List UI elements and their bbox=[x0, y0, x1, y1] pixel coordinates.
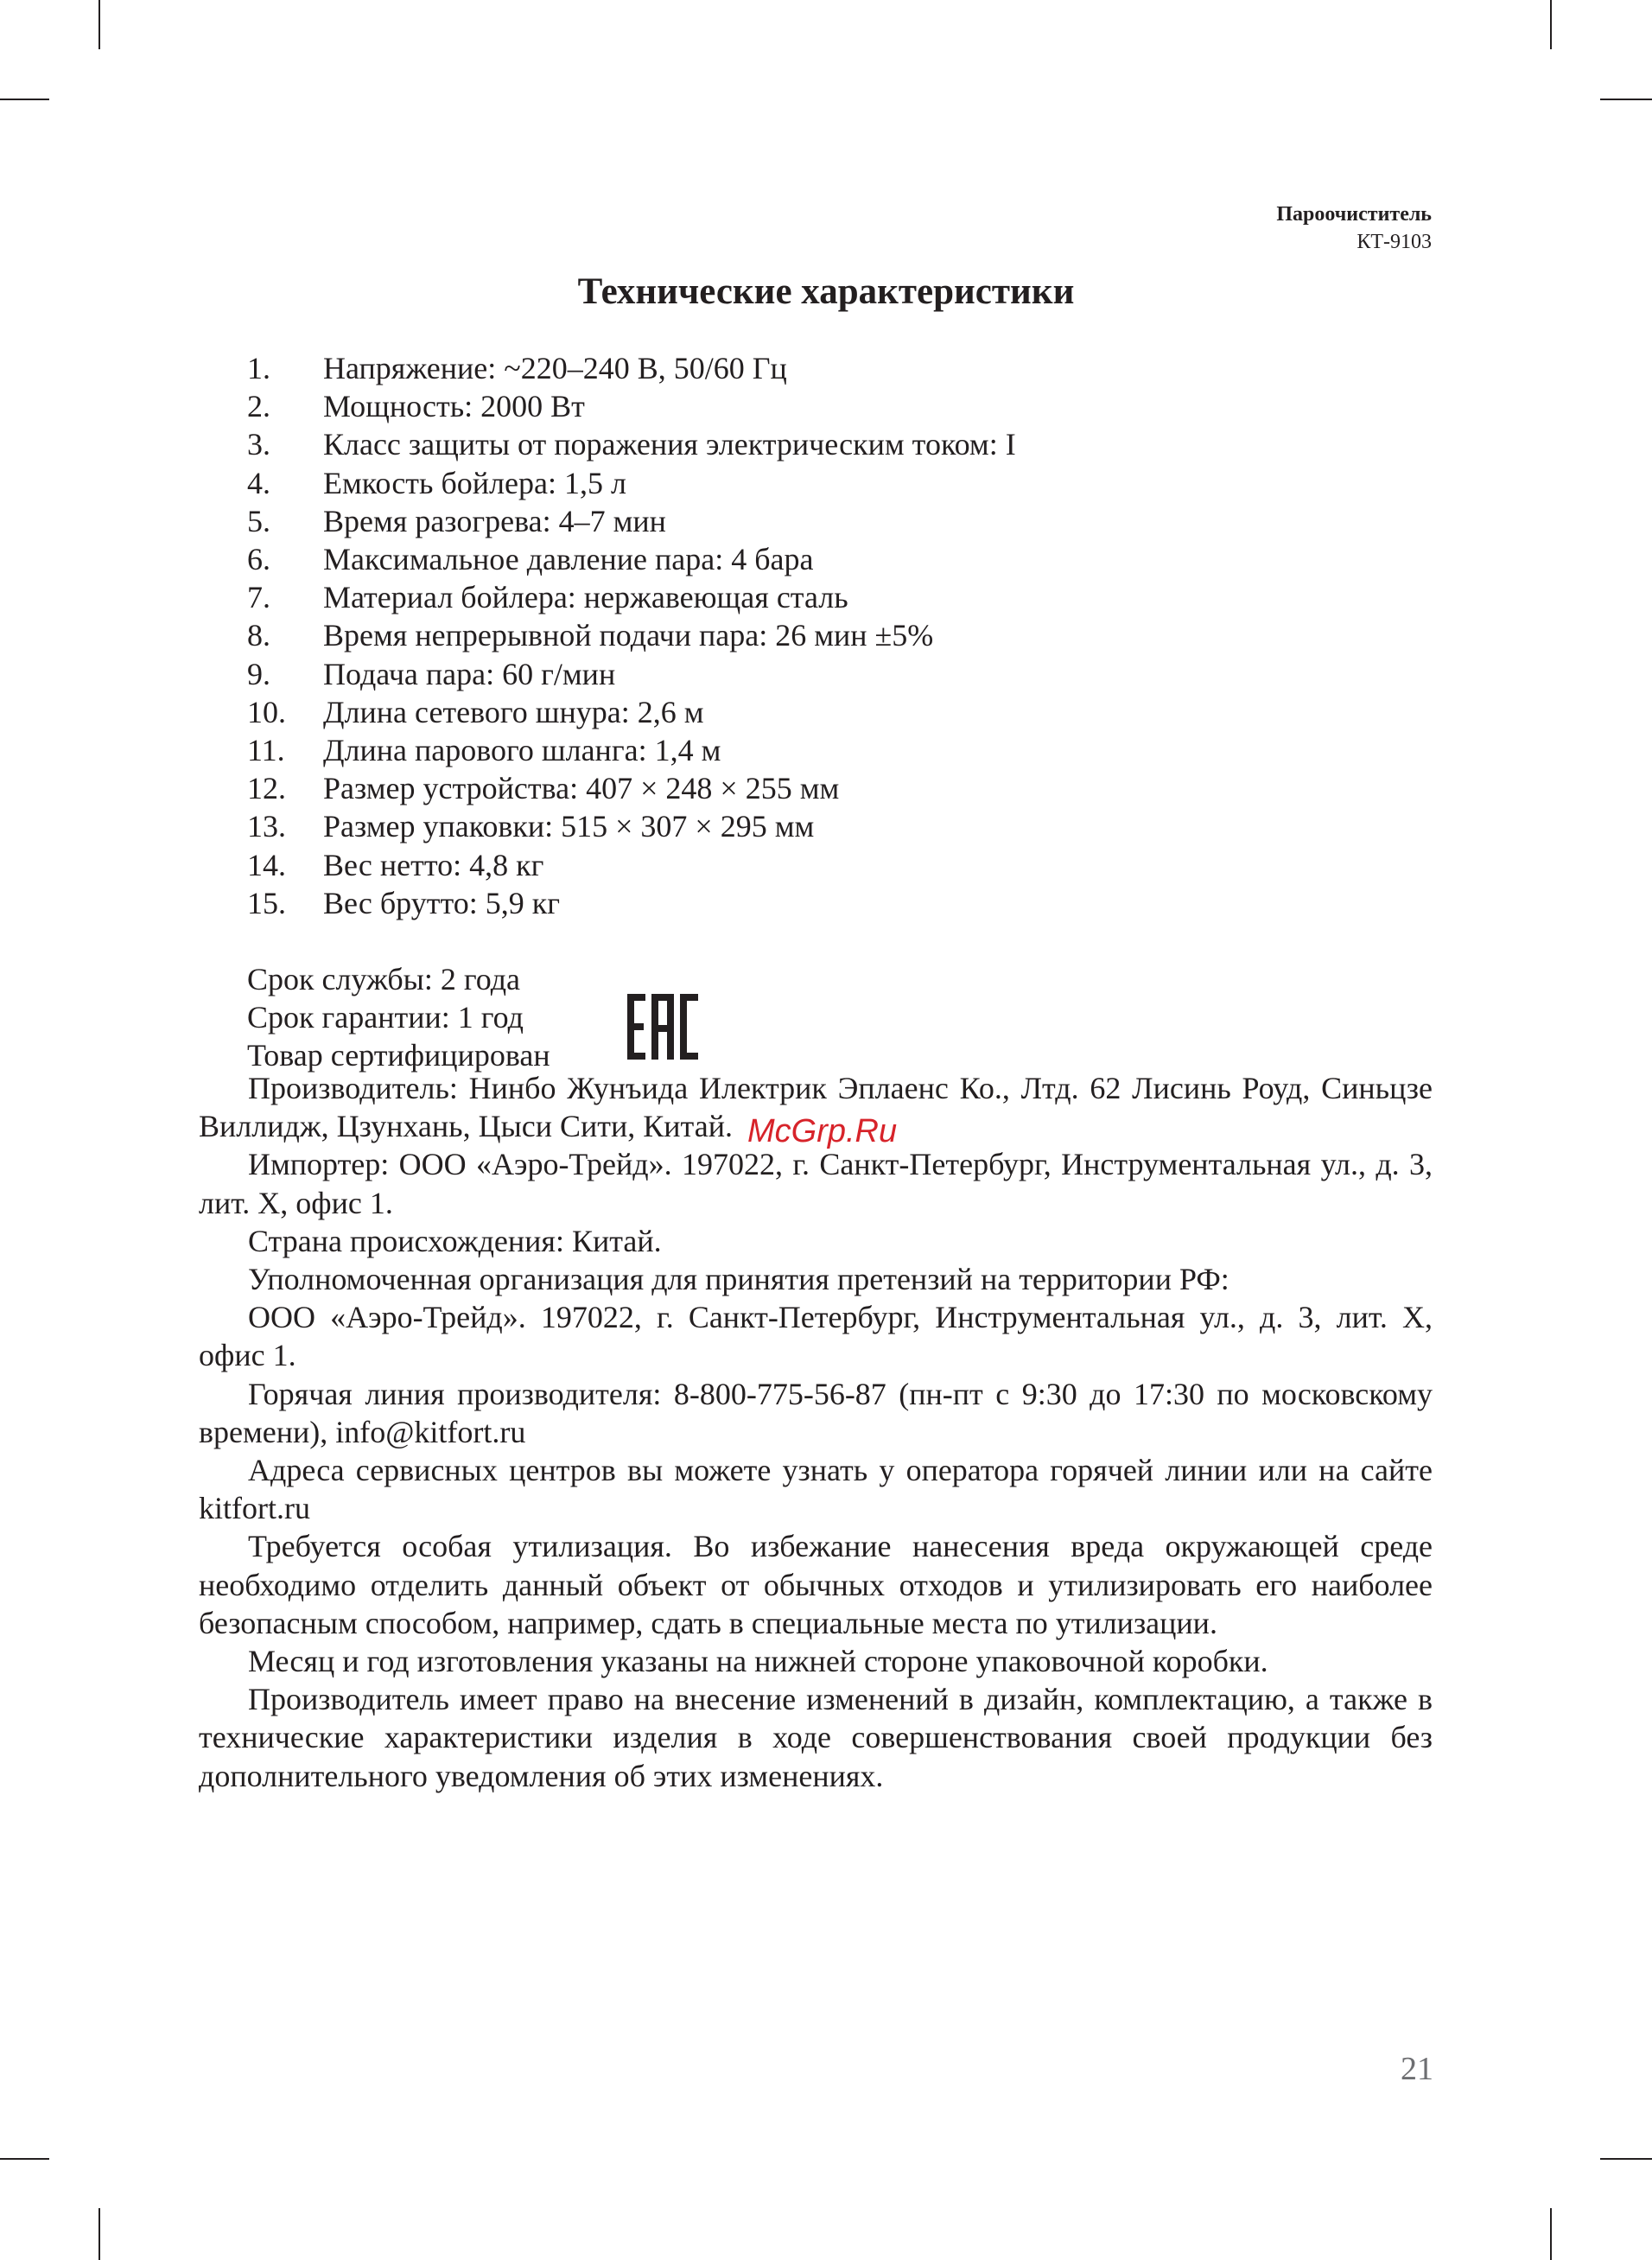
crop-mark bbox=[0, 99, 49, 100]
spec-number: 12. bbox=[247, 771, 286, 806]
spec-number: 5. bbox=[247, 503, 270, 538]
crop-mark bbox=[1550, 2208, 1552, 2260]
hotline-paragraph: Горячая линия производителя: 8-800-775-56-87 (пн-пт с 9:30 до 17:30 по московскому времени), info@kitfort.ru bbox=[199, 1376, 1433, 1449]
changes-notice-paragraph: Производитель имеет право на внесение изменений в дизайн, комплектацию, а также в технические характеристики изделия в ходе совершенствования своей продукции без дополнительного уведомления об этих изменениях. bbox=[199, 1682, 1433, 1793]
body-text bbox=[199, 1069, 1433, 1795]
spec-number: 7. bbox=[247, 580, 270, 615]
spec-text: Длина парового шланга: 1,4 м bbox=[323, 733, 721, 768]
crop-mark bbox=[98, 2208, 100, 2260]
spec-item bbox=[247, 464, 1016, 502]
spec-item bbox=[247, 387, 1016, 425]
crop-mark bbox=[0, 2158, 49, 2160]
specs-list bbox=[247, 349, 1016, 922]
spec-item bbox=[247, 540, 1016, 578]
spec-item bbox=[247, 655, 1016, 693]
manufacturer-paragraph: Производитель: Нинбо Жунъида Илектрик Эплаенс Ко., Лтд. 62 Лисинь Роуд, Синьцзе Виллидж, Цзунхань, Цыси Сити, Китай. bbox=[199, 1071, 1433, 1144]
spec-item bbox=[247, 807, 1016, 845]
spec-text: Длина сетевого шнура: 2,6 м bbox=[323, 694, 704, 729]
spec-text: Время непрерывной подачи пара: 26 мин ±5% bbox=[323, 618, 934, 653]
spec-text: Подача пара: 60 г/мин bbox=[323, 656, 616, 691]
importer-paragraph: Импортер: ООО «Аэро-Трейд». 197022, г. Санкт-Петербург, Инструментальная ул., д. 3, лит. Х, офис 1. bbox=[199, 1147, 1433, 1220]
spec-text: Мощность: 2000 Вт bbox=[323, 389, 585, 424]
spec-number: 8. bbox=[247, 618, 270, 653]
spec-text: Вес нетто: 4,8 кг bbox=[323, 847, 544, 882]
certified: Товар сертифицирован bbox=[247, 1038, 550, 1073]
header-product: Пароочиститель bbox=[1276, 203, 1432, 226]
spec-text: Емкость бойлера: 1,5 л bbox=[323, 465, 626, 500]
spec-item bbox=[247, 769, 1016, 807]
header-model: КТ-9103 bbox=[1357, 231, 1432, 253]
warranty: Срок гарантии: 1 год bbox=[247, 1000, 524, 1035]
spec-text: Размер устройства: 407 × 248 × 255 мм bbox=[323, 771, 840, 806]
spec-number: 10. bbox=[247, 694, 286, 729]
spec-number: 15. bbox=[247, 885, 286, 920]
spec-item bbox=[247, 846, 1016, 884]
spec-item bbox=[247, 731, 1016, 769]
spec-number: 11. bbox=[247, 733, 285, 768]
spec-text: Максимальное давление пара: 4 бара bbox=[323, 542, 814, 577]
crop-mark bbox=[1600, 2158, 1652, 2160]
spec-text: Вес брутто: 5,9 кг bbox=[323, 885, 560, 920]
spec-item bbox=[247, 884, 1016, 922]
spec-number: 1. bbox=[247, 351, 270, 385]
claims-org-paragraph: ООО «Аэро-Трейд». 197022, г. Санкт-Петербург, Инструментальная ул., д. 3, лит. Х, офис 1. bbox=[199, 1300, 1433, 1373]
spec-text: Класс защиты от поражения электрическим током: I bbox=[323, 427, 1016, 462]
spec-number: 4. bbox=[247, 465, 270, 500]
disposal-paragraph: Требуется особая утилизация. Во избежание нанесения вреда окружающей среде необходимо отделить данный объект от обычных отходов и утилизировать его наиболее безопасным способом, например, сдать в специальные места по утилизации. bbox=[199, 1529, 1433, 1640]
claims-org-heading: Уполномоченная организация для принятия претензий на территории РФ: bbox=[248, 1262, 1229, 1297]
page-number: 21 bbox=[1401, 2051, 1433, 2087]
service-centers-paragraph: Адреса сервисных центров вы можете узнать у оператора горячей линии или на сайте kitfort.ru bbox=[199, 1453, 1433, 1526]
service-life: Срок службы: 2 года bbox=[247, 962, 521, 996]
crop-mark bbox=[98, 0, 100, 49]
spec-text: Размер упаковки: 515 × 307 × 295 мм bbox=[323, 809, 815, 844]
spec-number: 6. bbox=[247, 542, 270, 577]
spec-item bbox=[247, 349, 1016, 387]
spec-item bbox=[247, 616, 1016, 654]
watermark: McGrp.Ru bbox=[747, 1113, 898, 1149]
spec-number: 3. bbox=[247, 427, 270, 462]
spec-number: 9. bbox=[247, 656, 270, 691]
spec-text: Материал бойлера: нержавеющая сталь bbox=[323, 580, 848, 615]
manufacture-date-paragraph: Месяц и год изготовления указаны на нижней стороне упаковочной коробки. bbox=[248, 1644, 1268, 1679]
spec-item bbox=[247, 425, 1016, 463]
origin-paragraph: Страна происхождения: Китай. bbox=[248, 1223, 662, 1258]
crop-mark bbox=[1550, 0, 1552, 49]
spec-text: Время разогрева: 4–7 мин bbox=[323, 503, 666, 538]
spec-number: 2. bbox=[247, 389, 270, 424]
spec-item bbox=[247, 502, 1016, 540]
spec-number: 14. bbox=[247, 847, 286, 882]
spec-item bbox=[247, 693, 1016, 731]
spec-number: 13. bbox=[247, 809, 286, 844]
spec-text: Напряжение: ~220–240 В, 50/60 Гц bbox=[323, 351, 787, 385]
page-title: Технические характеристики bbox=[577, 271, 1075, 312]
spec-item bbox=[247, 578, 1016, 616]
eac-mark-icon bbox=[627, 994, 698, 1060]
crop-mark bbox=[1600, 99, 1652, 100]
